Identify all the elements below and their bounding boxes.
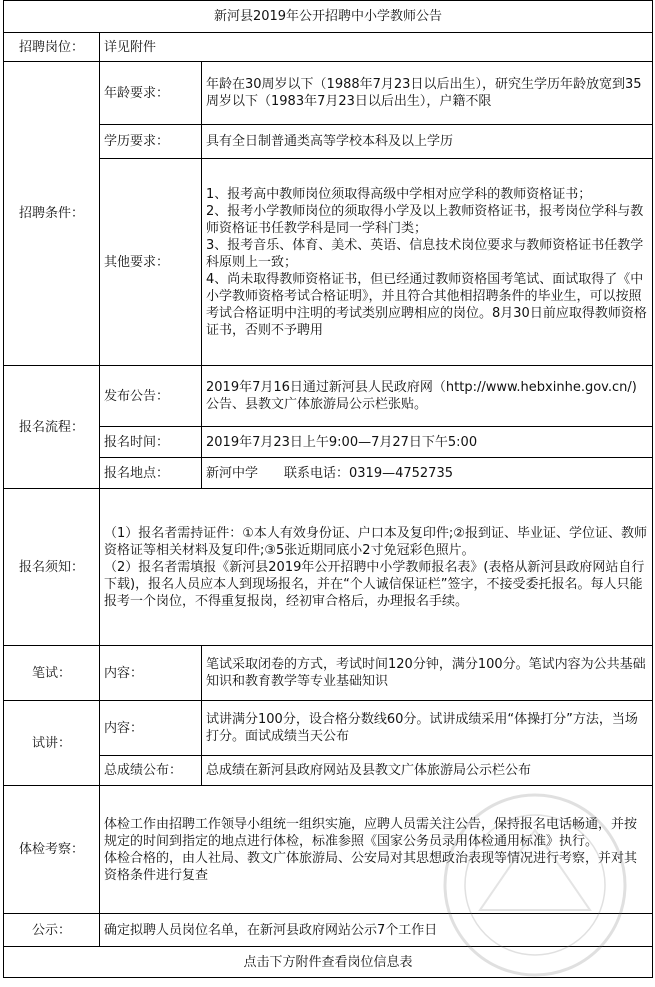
medical-label: 体检考察： [4,786,100,914]
notice-item: （1）报名者需持证件：①本人有效身份证、户口本及复印件;②报到证、毕业证、学位证、教师资格证等相关材料及复印件;③5张近期同底小2寸免冠彩色照片。 [104,525,647,558]
trial-content-text: 试讲满分100分，设合格分数线60分。试讲成绩采用“体操打分”方法，当场打分。面试成绩当天公布 [202,701,653,756]
notice-item: （2）报名者需填报《新河县2019年公开招聘中小学教师报名表》(表格从新河县政府网站自行下载)，报名人员应本人到现场报名，并在“个人诚信保证栏”签字，不接受委托报名。每人只能报考一个岗位，不得重复报岗，经初审合格后，办理报名手续。 [104,559,645,609]
notice-label: 报名须知： [4,489,100,646]
announcement-document [3,0,652,985]
medical-item: 体检合格的，由人社局、教文广体旅游局、公安局对其思想政治表现等情况进行考察，并对其资格条件进行复查 [104,850,638,883]
trial-label: 试讲： [4,701,100,786]
notice-content [100,489,653,646]
reg-place-text: 新河中学 联系电话：0319—4752735 [202,458,653,489]
total-score-label: 总成绩公布： [100,756,202,786]
other-item: 1、报考高中教师岗位须取得高级中学相对应学科的教师资格证书； [206,186,592,202]
other-item: 2、报考小学教师岗位的须取得小学及以上教师资格证书，报考岗位学科与教师资格证书任教学科是同一学科门类； [206,203,644,236]
medical-content [100,786,653,914]
education-text: 具有全日制普通类高等学校本科及以上学历 [202,125,653,159]
other-item: 4、尚未取得教师资格证书，但已经通过教师资格国考笔试、面试取得了《中小学教师资格考试合格证明》，并且符合其他相招聘条件的毕业生，可以按照考试合格证明中注明的考试类别应聘相应的岗位。8月30日前应取得教师资格证书，否则不予聘用 [206,271,647,338]
reg-time-text: 2019年7月23日上午9:00—7月27日下午5:00 [202,427,653,458]
reg-place-label: 报名地点： [100,458,202,489]
total-score-text: 总成绩在新河县政府网站及县教文广体旅游局公示栏公布 [202,756,653,786]
age-label: 年龄要求： [100,62,202,125]
announce-text: 2019年7月16日通过新河县人民政府网（http://www.hebxinhe.gov.cn/)公告、县教文广体旅游局公示栏张贴。 [202,366,653,427]
medical-item: 体检工作由招聘工作领导小组统一组织实施，应聘人员需关注公告，保持报名电话畅通，并按规定的时间到指定的地点进行体检，标准参照《国家公务员录用体检通用标准》执行。 [104,816,638,849]
written-content-text: 笔试采取闭卷的方式，考试时间120分钟，满分100分。笔试内容为公共基础知识和教育教学等专业基础知识 [202,646,653,701]
announce-label: 发布公告： [100,366,202,427]
attachment-link[interactable]: 点击下方附件查看岗位信息表 [4,947,653,978]
trial-content-label: 内容： [100,701,202,756]
publicity-label: 公示： [4,914,100,947]
reg-time-label: 报名时间： [100,427,202,458]
other-item: 3、报考音乐、体育、美术、英语、信息技术岗位要求与教师资格证书任教学科原则上一致； [206,237,644,270]
announcement-table [3,0,653,978]
written-exam-label: 笔试： [4,646,100,701]
education-label: 学历要求： [100,125,202,159]
publicity-text: 确定拟聘人员岗位名单，在新河县政府网站公示7个工作日 [100,914,653,947]
written-content-label: 内容： [100,646,202,701]
process-label: 报名流程： [4,366,100,489]
other-requirements [202,159,653,366]
conditions-label: 招聘条件： [4,62,100,366]
post-value: 详见附件 [100,33,653,62]
page-title: 新河县2019年公开招聘中小学教师公告 [4,1,653,33]
other-label: 其他要求： [100,159,202,366]
age-text: 年龄在30周岁以下（1988年7月23日以后出生），研究生学历年龄放宽到35周岁以下（1983年7月23日以后出生），户籍不限 [202,62,653,125]
post-label: 招聘岗位： [4,33,100,62]
